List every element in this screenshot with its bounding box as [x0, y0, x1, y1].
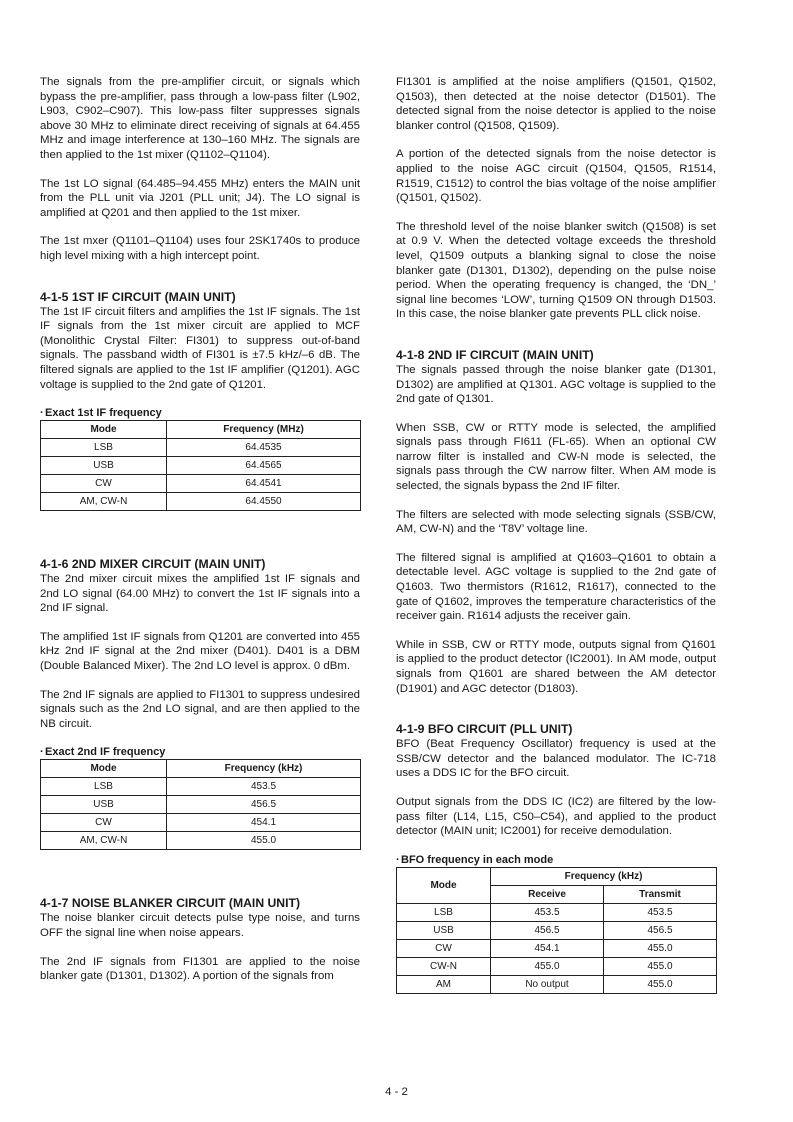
page-number: 4 - 2: [385, 1086, 408, 1098]
table-row: CW 64.4541: [41, 475, 361, 493]
table-row: AM, CW-N 64.4550: [41, 493, 361, 511]
table-row: AM No output 455.0: [397, 975, 717, 993]
table-row: USB 456.5: [41, 796, 361, 814]
paragraph: FI1301 is amplified at the noise amplifiers (Q1501, Q1502, Q1503), then detected at the noise detector (D1501). The detected signal from the noise detector is applied to the noise blanker control (Q1508, Q1509).: [396, 76, 716, 132]
paragraph: While in SSB, CW or RTTY mode, outputs signal from Q1601 is applied to the product detector (IC2001). In AM mode, output signals from Q1601 are shared between the AM detector (D1901) and AGC detector (D1803).: [396, 638, 716, 695]
section-heading-4-1-7: 4-1-7 NOISE BLANKER CIRCUIT (MAIN UNIT): [40, 896, 301, 911]
table-caption: ·BFO frequency in each mode: [396, 853, 554, 866]
paragraph: The signals from the pre-amplifier circuit, or signals which bypass the pre-amplifier, pass through a low-pass filter (L902, L903, C902–C907). This low-pass filter suppresses signals above 30 MHz to eliminate direct receiving of signals at 64.455 MHz and image interference at 130–160 MHz. The signals are then applied to the 1st mixer (Q1102–Q1104).: [40, 76, 360, 161]
section-heading-4-1-5: 4-1-5 1ST IF CIRCUIT (MAIN UNIT): [40, 289, 236, 304]
paragraph: The amplified 1st IF signals from Q1201 are converted into 455 kHz 2nd IF signal at the 2nd mixer (D401). D401 is a DBM (Double Balanced Mixer). The 2nd LO level is approx. 0 dBm.: [40, 630, 360, 673]
paragraph: When SSB, CW or RTTY mode is selected, the amplified signals pass through FI611 (FL-65). When an optional CW narrow filter is installed and CW-N mode is selected, the signals pass through the CW narrow filter. When AM mode is selected, the signals bypass the 2nd IF filter.: [396, 421, 716, 493]
paragraph: The 2nd IF signals from FI1301 are applied to the noise blanker gate (D1301, D1302). A portion of the signals from: [40, 955, 360, 983]
table-row: LSB 453.5 453.5: [397, 903, 717, 921]
paragraph: The signals passed through the noise blanker gate (D1301, D1302) are amplified at Q1301. AGC voltage is supplied to the 2nd gate of Q1301.: [396, 363, 716, 406]
table-row: USB 456.5 456.5: [397, 921, 717, 939]
table-caption: ·Exact 2nd IF frequency: [40, 746, 166, 759]
paragraph: The 1st IF circuit filters and amplifies the 1st IF signals. The 1st IF signals from the 1st mixer circuit are applied to MCF (Monolithic Crystal Filter: FI301) to suppress out-of-band signals. The passband width of FI301 is ±7.5 kHz/–6 dB. The filtered signals are applied to the 1st IF amplifier (Q1201). AGC voltage is supplied to the 2nd gate of Q1201.: [40, 305, 360, 391]
table-2nd-if-block: [40, 745, 360, 850]
table-header: Frequency (kHz): [167, 760, 361, 778]
table-row: CW-N 455.0 455.0: [397, 957, 717, 975]
table-row: LSB 453.5: [41, 778, 361, 796]
paragraph: The 2nd IF signals are applied to FI1301 to suppress undesired signals such as the 2nd LO signal, and are then applied to the NB circuit.: [40, 688, 360, 730]
table-header: Mode: [41, 421, 167, 439]
table-header: Frequency (kHz): [491, 867, 717, 885]
table-bfo-block: [396, 853, 716, 994]
paragraph: Output signals from the DDS IC (IC2) are filtered by the low-pass filter (L14, L15, C50–C54), and applied to the product detector (MAIN unit; IC2001) for receive demodulation.: [396, 795, 716, 838]
section-heading-4-1-9: 4-1-9 BFO CIRCUIT (PLL UNIT): [396, 722, 573, 737]
section-heading-4-1-6: 4-1-6 2ND MIXER CIRCUIT (MAIN UNIT): [40, 557, 266, 572]
table-row: CW 454.1 455.0: [397, 939, 717, 957]
paragraph: The filtered signal is amplified at Q1603–Q1601 to obtain a detectable level. AGC voltage is supplied to the 2nd gate of Q1603. Two thermistors (R1612, R1617), connected to the gate of Q1602, improves the temperature characteristics of the receiver gain. R1614 adjusts the receiver gain.: [396, 551, 716, 623]
exact-1st-if-table: [40, 420, 361, 511]
table-1st-if-block: [40, 406, 360, 511]
bullet-icon: ·: [40, 746, 44, 759]
paragraph: BFO (Beat Frequency Oscillator) frequency is used at the SSB/CW detector and the balanced modulator. The IC-718 uses a DDS IC for the BFO circuit.: [396, 738, 716, 780]
right-column: [396, 75, 716, 994]
paragraph: A portion of the detected signals from the noise detector is applied to the noise AGC circuit (Q1504, Q1505, R1514, R1519, C1512) to control the bias voltage of the noise amplifier (Q1501, Q1502).: [396, 148, 716, 205]
bullet-icon: ·: [40, 407, 44, 420]
table-header: Frequency (MHz): [167, 421, 361, 439]
table-row: AM, CW-N 455.0: [41, 832, 361, 850]
exact-2nd-if-table: [40, 759, 361, 850]
table-row: LSB 64.4535: [41, 439, 361, 457]
table-caption: ·Exact 1st IF frequency: [40, 407, 162, 420]
paragraph: The threshold level of the noise blanker switch (Q1508) is set at 0.9 V. When the detected voltage exceeds the threshold level, Q1509 outputs a blanking signal to close the noise blanker gate (D1301, D1302), depending on the pulse noise period. When the operating frequency is changed, the ‘DN_’ signal line becomes ‘LOW’, turning Q1509 ON through D1503. In this case, the noise blanker gate prevents PLL click noise.: [396, 220, 716, 321]
paragraph: The 2nd mixer circuit mixes the amplified 1st IF signals and 2nd LO signal (64.00 MHz) to convert the 1st IF signals into a 2nd IF signal.: [40, 573, 360, 615]
table-row: USB 64.4565: [41, 457, 361, 475]
table-header: Receive: [491, 885, 604, 903]
section-heading-4-1-8: 4-1-8 2ND IF CIRCUIT (MAIN UNIT): [396, 347, 594, 362]
paragraph: The 1st mxer (Q1101–Q1104) uses four 2SK1740s to produce high level mixing with a high intercept point.: [40, 235, 360, 262]
left-column: [40, 75, 360, 984]
table-header: Mode: [41, 760, 167, 778]
table-header: Mode: [397, 867, 491, 903]
paragraph: The 1st LO signal (64.485–94.455 MHz) enters the MAIN unit from the PLL unit via J201 (PLL unit; J4). The LO signal is amplified at Q201 and then applied to the 1st mixer.: [40, 177, 360, 219]
paragraph: The filters are selected with mode selecting signals (SSB/CW, AM, CW-N) and the ‘T8V’ voltage line.: [396, 508, 716, 536]
paragraph: The noise blanker circuit detects pulse type noise, and turns OFF the signal line when noise appears.: [40, 912, 360, 940]
table-row: CW 454.1: [41, 814, 361, 832]
bfo-frequency-table: [396, 867, 717, 994]
table-header: Transmit: [604, 885, 717, 903]
bullet-icon: ·: [396, 853, 400, 866]
